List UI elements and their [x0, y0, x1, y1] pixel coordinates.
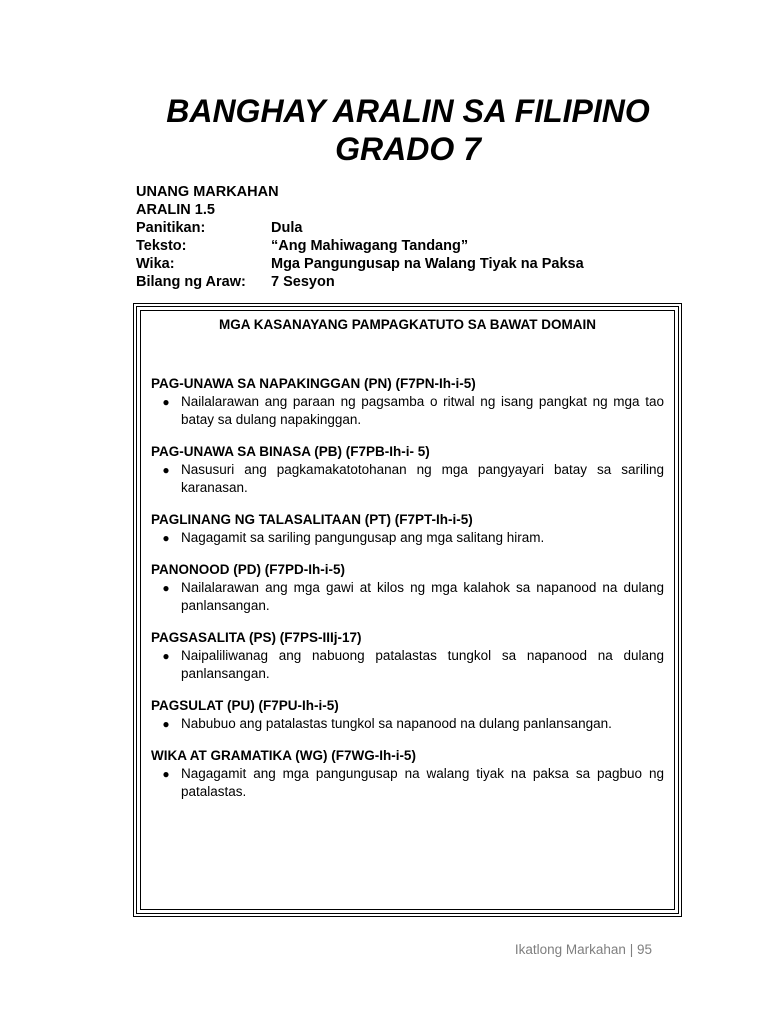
footer-quarter-label: Ikatlong Markahan — [514, 942, 626, 957]
bullet-icon: ● — [162, 717, 170, 731]
domain-speaking — [151, 629, 664, 683]
page-number: 95 — [636, 942, 652, 957]
domain-heading: PANONOOD (PD) (F7PD-Ih-i-5) — [151, 562, 345, 577]
page-footer — [515, 942, 652, 957]
domain-item-text: Nagagamit ang mga pangungusap na walang tiyak na paksa sa pagbuo ng patalastas. — [181, 766, 664, 799]
literature-value: Dula — [271, 220, 303, 236]
domain-writing — [151, 697, 664, 733]
domain-item-text: Nabubuo ang patalastas tungkol sa napanood na dulang panlansangan. — [181, 716, 612, 731]
language-value: Mga Pangungusap na Walang Tiyak na Paksa — [271, 256, 584, 272]
days-row — [136, 273, 584, 291]
days-value: 7 Sesyon — [271, 274, 335, 290]
domain-heading: PAGSASALITA (PS) (F7PS-IIIj-17) — [151, 630, 362, 645]
domain-grammar — [151, 747, 664, 801]
domain-viewing — [151, 561, 664, 615]
domain-reading — [151, 443, 664, 497]
lesson-number: ARALIN 1.5 — [136, 202, 215, 218]
domain-vocabulary — [151, 511, 664, 547]
domain-item-text: Naipaliliwanag ang nabuong patalastas tungkol sa napanood na dulang panlansangan. — [181, 648, 664, 681]
competencies-heading: MGA KASANAYANG PAMPAGKATUTO SA BAWAT DOMAIN — [218, 317, 596, 332]
domain-item — [151, 529, 664, 547]
domain-item-text: Nagagamit sa sariling pangungusap ang mga salitang hiram. — [181, 530, 545, 545]
literature-row — [136, 219, 584, 237]
domain-listening — [151, 375, 664, 429]
bullet-icon: ● — [162, 767, 170, 781]
language-label: Wika: — [136, 256, 175, 272]
domain-item — [151, 765, 664, 801]
text-value: “Ang Mahiwagang Tandang” — [271, 238, 469, 254]
text-label: Teksto: — [136, 238, 187, 254]
quarter-label: UNANG MARKAHAN — [136, 184, 279, 200]
footer-separator: | — [629, 942, 634, 957]
bullet-icon: ● — [162, 649, 170, 663]
document-title: BANGHAY ARALIN SA FILIPINO — [166, 93, 650, 129]
lesson-info — [136, 183, 584, 291]
domain-heading: WIKA AT GRAMATIKA (WG) (F7WG-Ih-i-5) — [151, 748, 416, 763]
language-row — [136, 255, 584, 273]
competencies-box — [133, 303, 682, 917]
text-row — [136, 237, 584, 255]
domain-heading: PAGLINANG NG TALASALITAAN (PT) (F7PT-Ih-i-5) — [151, 512, 473, 527]
domain-list — [151, 375, 664, 815]
domain-item-text: Nasusuri ang pagkamakatotohanan ng mga pangyayari batay sa sariling karanasan. — [181, 462, 664, 495]
bullet-icon: ● — [162, 395, 170, 409]
document-subtitle-grade: GRADO 7 — [335, 131, 481, 167]
domain-item — [151, 715, 664, 733]
bullet-icon: ● — [162, 463, 170, 477]
domain-item — [151, 393, 664, 429]
domain-heading: PAG-UNAWA SA BINASA (PB) (F7PB-Ih-i- 5) — [151, 444, 430, 459]
domain-heading: PAGSULAT (PU) (F7PU-Ih-i-5) — [151, 698, 339, 713]
domain-item — [151, 647, 664, 683]
domain-item-text: Nailalarawan ang mga gawi at kilos ng mga kalahok sa napanood na dulang panlansangan. — [181, 580, 664, 613]
domain-heading: PAG-UNAWA SA NAPAKINGGAN (PN) (F7PN-Ih-i-5) — [151, 376, 476, 391]
domain-item-text: Nailalarawan ang paraan ng pagsamba o ritwal ng isang pangkat ng mga tao batay sa dulang napakinggan. — [181, 394, 664, 427]
bullet-icon: ● — [162, 531, 170, 545]
days-label: Bilang ng Araw: — [136, 274, 246, 290]
bullet-icon: ● — [162, 581, 170, 595]
domain-item — [151, 461, 664, 497]
domain-item — [151, 579, 664, 615]
literature-label: Panitikan: — [136, 220, 206, 236]
